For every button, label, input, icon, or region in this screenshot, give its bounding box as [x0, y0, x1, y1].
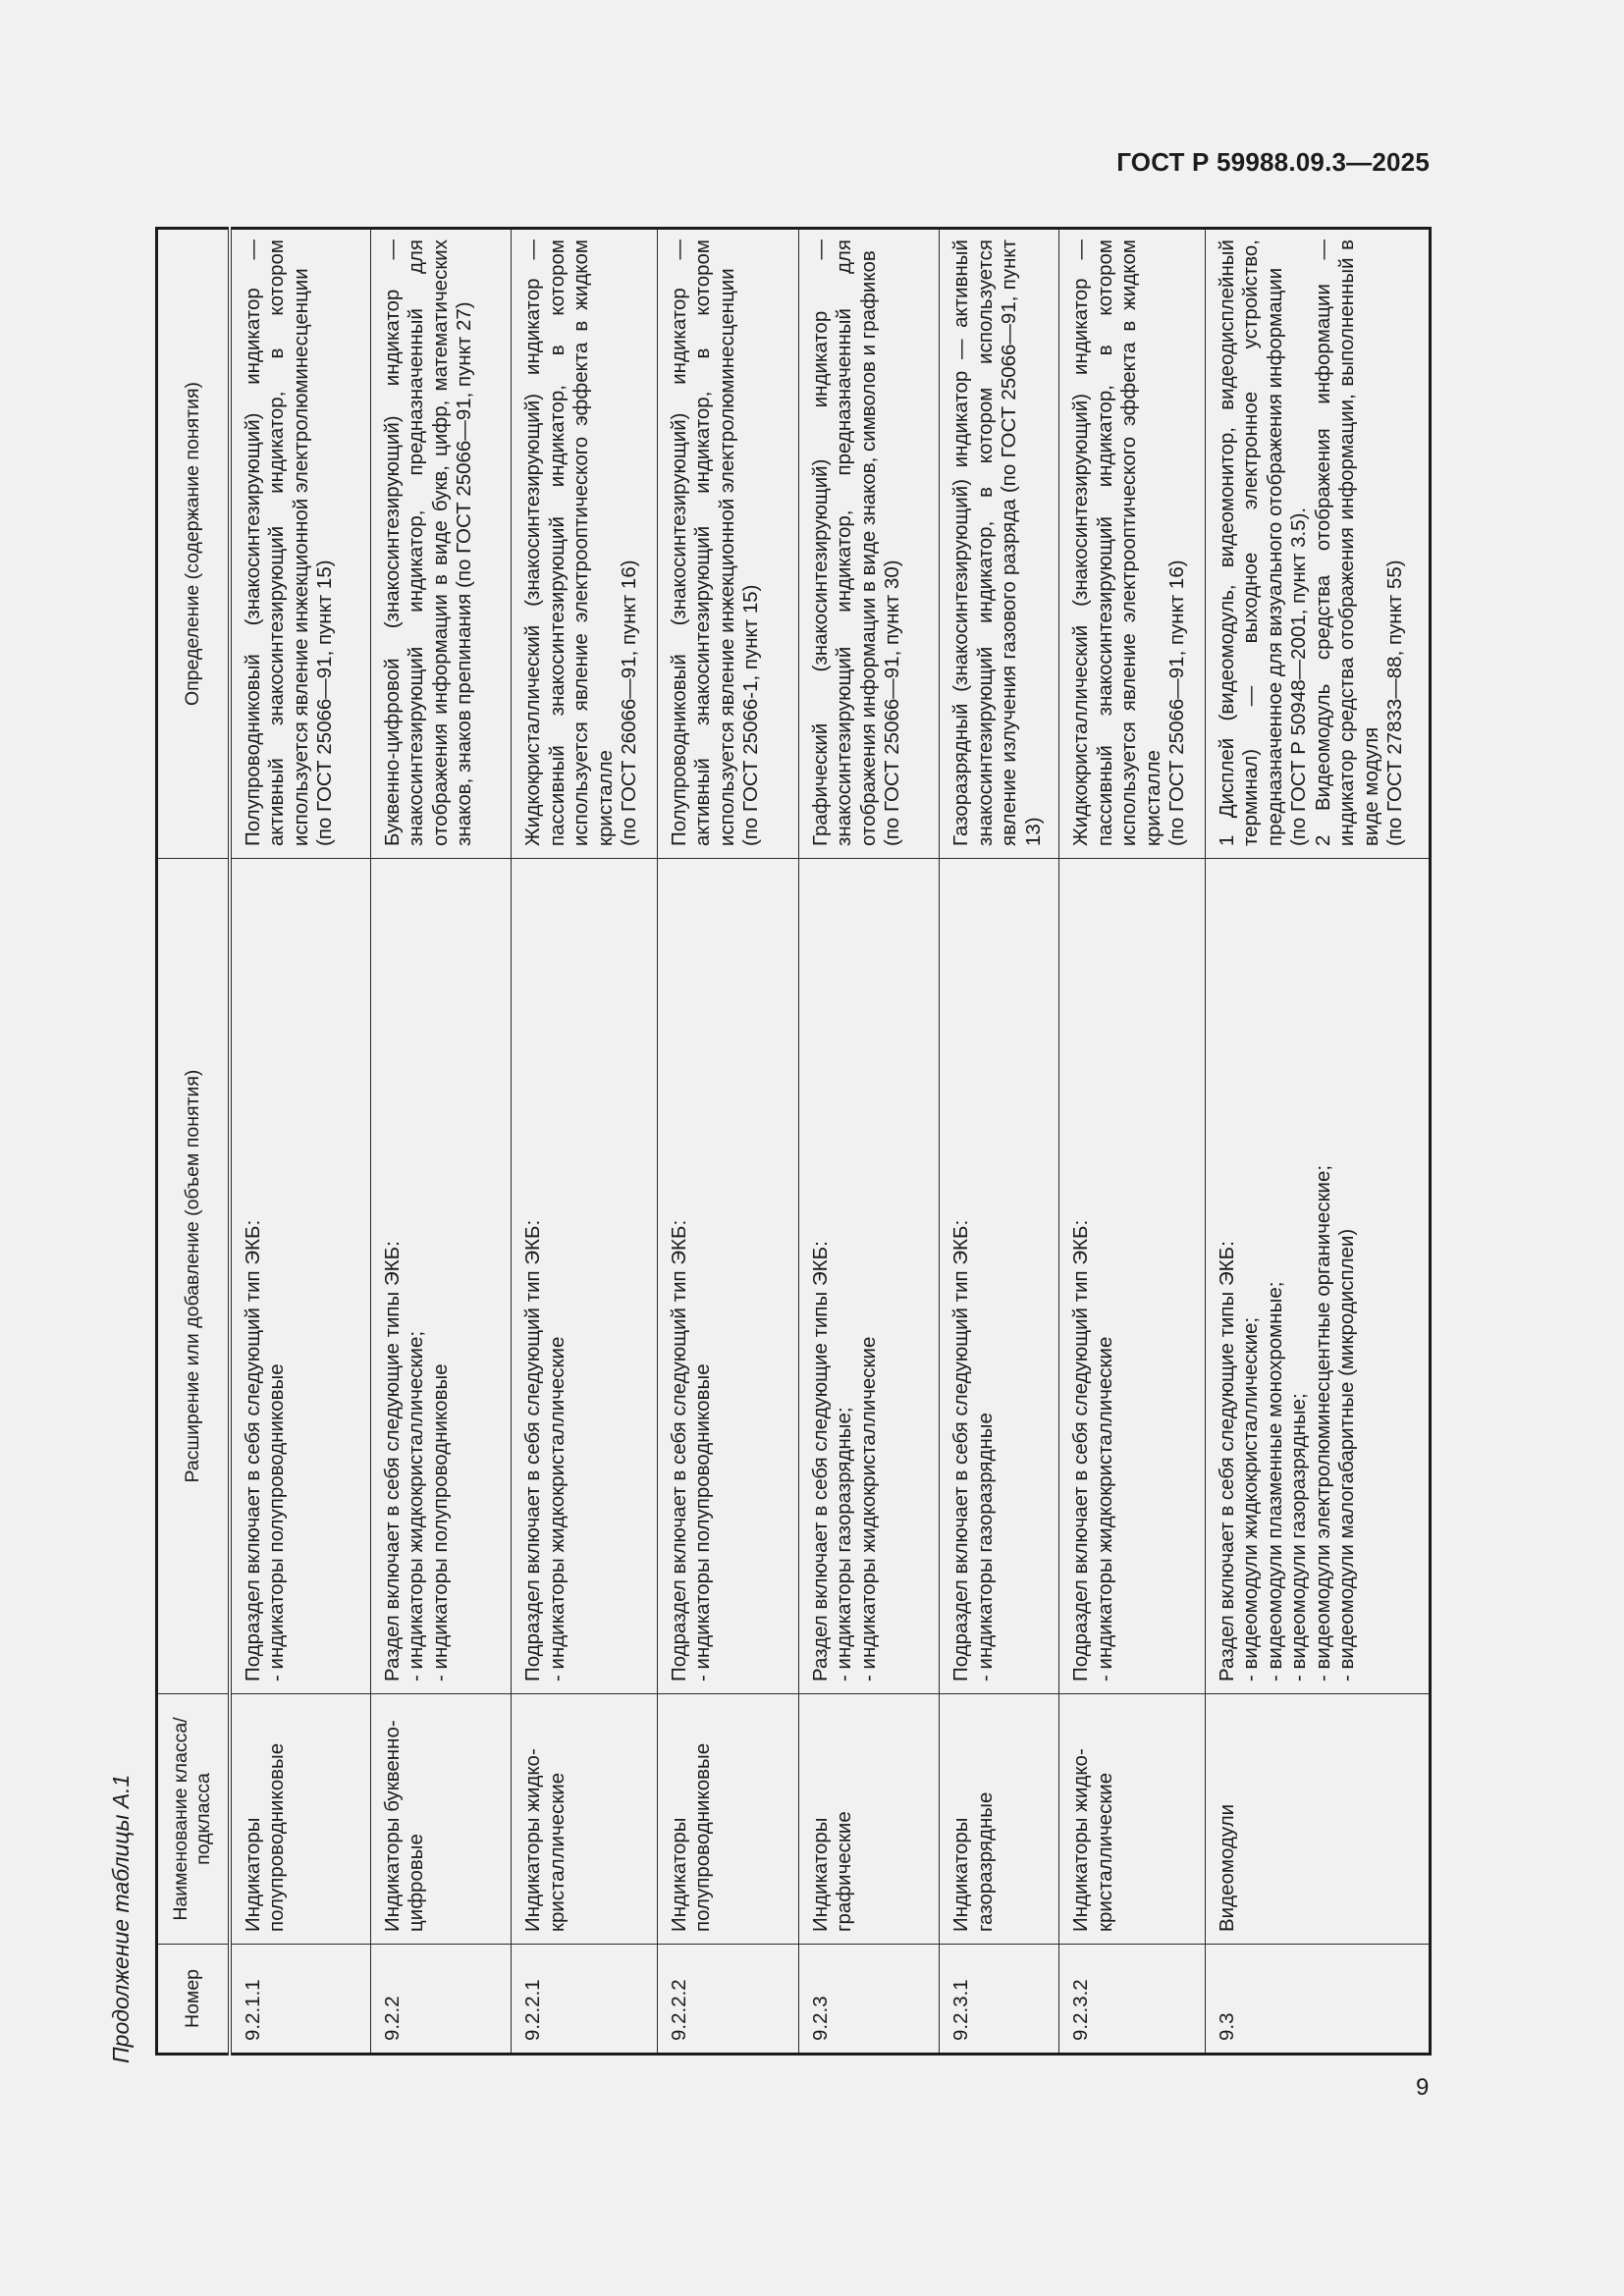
- header-definition: Определение (содержание понятия): [157, 229, 230, 859]
- table-row: [1205, 229, 1430, 2055]
- cell-extension: [657, 859, 798, 1694]
- extension-line: - видеомодули плазменные монохромные;: [1263, 1281, 1286, 1682]
- definition-line: (по ГОСТ 25066—91, пункт 30): [881, 560, 904, 846]
- extension-line: - индикаторы полупроводниковые: [691, 1363, 715, 1682]
- cell-class-name: Индикаторы буквенно-цифровые: [370, 1694, 512, 1945]
- extension-line: - видеомодули газоразрядные;: [1287, 1393, 1311, 1682]
- definition-line: Полупроводниковый (знакосинтезирующий) индикатор — активный знакосинтезирующий индикатор, в котором используется явление инжекционной электролюминесценции: [667, 240, 738, 846]
- cell-extension: [1205, 859, 1430, 1694]
- cell-definition: [657, 229, 798, 859]
- cell-extension: [940, 859, 1059, 1694]
- extension-line: Раздел включает в себя следующие типы ЭКБ:: [380, 1241, 404, 1682]
- rotated-table-block: [108, 228, 1434, 2063]
- definition-line: (по ГОСТ Р 50948—2001, пункт 3.5).: [1287, 507, 1311, 846]
- extension-line: Подраздел включает в себя следующий тип ЭКБ:: [521, 1219, 545, 1682]
- cell-number: 9.2.2: [370, 1945, 512, 2055]
- cell-number: 9.3: [1205, 1945, 1430, 2055]
- definition-line: Графический (знакосинтезирующий) индикатор — знакосинтезирующий индикатор, предназначенный для отображения информации в виде знаков, символов и графиков: [808, 240, 880, 846]
- table-row: [657, 229, 798, 2055]
- cell-definition: [940, 229, 1059, 859]
- extension-line: Раздел включает в себя следующие типы ЭКБ:: [1215, 1241, 1238, 1682]
- extension-line: - индикаторы жидкокристаллические: [545, 1336, 568, 1682]
- cell-definition: [1205, 229, 1430, 859]
- classification-table: [155, 227, 1432, 2056]
- cell-definition: [1059, 229, 1206, 859]
- definition-line: 2 Видеомодуль средства отображения информации — индикатор средства отображения информации, выполненный в виде модуля: [1311, 240, 1382, 846]
- extension-line: - индикаторы газоразрядные;: [833, 1407, 856, 1682]
- cell-class-name: Индикаторы жидко-кристаллические: [512, 1694, 658, 1945]
- cell-number: 9.2.1.1: [230, 1945, 371, 2055]
- definition-line: (по ГОСТ 25066-1, пункт 15): [739, 584, 763, 846]
- cell-class-name: Видеомодули: [1205, 1694, 1430, 1945]
- extension-line: Подраздел включает в себя следующий тип ЭКБ:: [1069, 1219, 1093, 1682]
- extension-line: - видеомодули малогабаритные (микродисплеи): [1335, 1228, 1359, 1682]
- extension-line: - индикаторы жидкокристаллические: [856, 1336, 880, 1682]
- extension-line: Подраздел включает в себя следующий тип ЭКБ:: [241, 1219, 264, 1682]
- cell-definition: [230, 229, 371, 859]
- table-row: [370, 229, 512, 2055]
- extension-line: - видеомодули электролюминесцентные органические;: [1311, 1164, 1334, 1682]
- definition-line: Жидкокристаллический (знакосинтезирующий) индикатор — пассивный знакосинтезирующий индикатор, в котором используется явление электрооптического эффекта в жидком кристалле: [521, 240, 617, 846]
- header-number: Номер: [157, 1945, 230, 2055]
- cell-extension: [370, 859, 512, 1694]
- extension-line: - индикаторы жидкокристаллические: [1093, 1336, 1116, 1682]
- header-class-name: Наименование класса/подкласса: [157, 1694, 230, 1945]
- cell-number: 9.2.2.2: [657, 1945, 798, 2055]
- extension-line: - индикаторы полупроводниковые: [428, 1363, 452, 1682]
- extension-line: - индикаторы жидкокристаллические;: [405, 1330, 428, 1682]
- extension-line: - индикаторы газоразрядные: [973, 1413, 997, 1682]
- cell-class-name: Индикаторы полупроводниковые: [657, 1694, 798, 1945]
- definition-line: Полупроводниковый (знакосинтезирующий) индикатор — активный знакосинтезирующий индикатор, в котором используется явление инжекционной электролюминесценции: [241, 240, 312, 846]
- definition-line: (по ГОСТ 25066—91, пункт 16): [1165, 560, 1189, 846]
- table-row: [1059, 229, 1206, 2055]
- cell-definition: [370, 229, 512, 859]
- cell-definition: [512, 229, 658, 859]
- cell-class-name: Индикаторы жидко-кристаллические: [1059, 1694, 1206, 1945]
- extension-line: Подраздел включает в себя следующий тип ЭКБ:: [667, 1219, 690, 1682]
- table-row: [798, 229, 940, 2055]
- header-extension: Расширение или добавление (объем понятия): [157, 859, 230, 1694]
- definition-line: (по ГОСТ 26066—91, пункт 16): [618, 560, 641, 846]
- extension-line: - индикаторы полупроводниковые: [265, 1363, 288, 1682]
- table-row: [940, 229, 1059, 2055]
- definition-line: Жидкокристаллический (знакосинтезирующий) индикатор — пассивный знакосинтезирующий индикатор, в котором используется явление электрооптического эффекта в жидком кристалле: [1069, 240, 1164, 846]
- cell-number: 9.2.3.1: [940, 1945, 1059, 2055]
- cell-class-name: Индикаторы графические: [798, 1694, 940, 1945]
- definition-line: Буквенно-цифровой (знакосинтезирующий) индикатор — знакосинтезирующий индикатор, предназначенный для отображения информации в виде букв, цифр, математических знаков, знаков препинания (по ГОСТ 25066—91, пункт 27): [380, 240, 476, 846]
- cell-definition: [798, 229, 940, 859]
- cell-number: 9.2.3: [798, 1945, 940, 2055]
- cell-extension: [798, 859, 940, 1694]
- cell-number: 9.2.3.2: [1059, 1945, 1206, 2055]
- definition-line: Газоразрядный (знакосинтезирующий) индикатор — активный знакосинтезирующий индикатор, в котором используется явление излучения газового разряда (по ГОСТ 25066—91, пункт 13): [949, 240, 1045, 846]
- document-code: ГОСТ Р 59988.09.3—2025: [1116, 147, 1430, 177]
- table-row: [512, 229, 658, 2055]
- cell-number: 9.2.2.1: [512, 1945, 658, 2055]
- definition-line: 1 Дисплей (видеомодуль, видеомонитор, видеодисплейный терминал) — выходное электронное устройство, предназначенное для визуального отображения информации: [1215, 240, 1286, 846]
- definition-line: (по ГОСТ 27833—88, пункт 55): [1383, 560, 1407, 846]
- cell-extension: [230, 859, 371, 1694]
- table-row: [230, 229, 371, 2055]
- cell-class-name: Индикаторы полупроводниковые: [230, 1694, 371, 1945]
- table-caption: Продолжение таблицы А.1: [108, 1774, 134, 2063]
- definition-line: (по ГОСТ 25066—91, пункт 15): [313, 560, 336, 846]
- cell-class-name: Индикаторы газоразрядные: [940, 1694, 1059, 1945]
- cell-extension: [512, 859, 658, 1694]
- extension-line: Подраздел включает в себя следующий тип ЭКБ:: [949, 1219, 973, 1682]
- table-header-row: [157, 229, 230, 2055]
- extension-line: Раздел включает в себя следующие типы ЭКБ:: [808, 1241, 832, 1682]
- extension-line: - видеомодули жидкокристаллические;: [1239, 1316, 1263, 1682]
- cell-extension: [1059, 859, 1206, 1694]
- page-number: 9: [1416, 2074, 1430, 2101]
